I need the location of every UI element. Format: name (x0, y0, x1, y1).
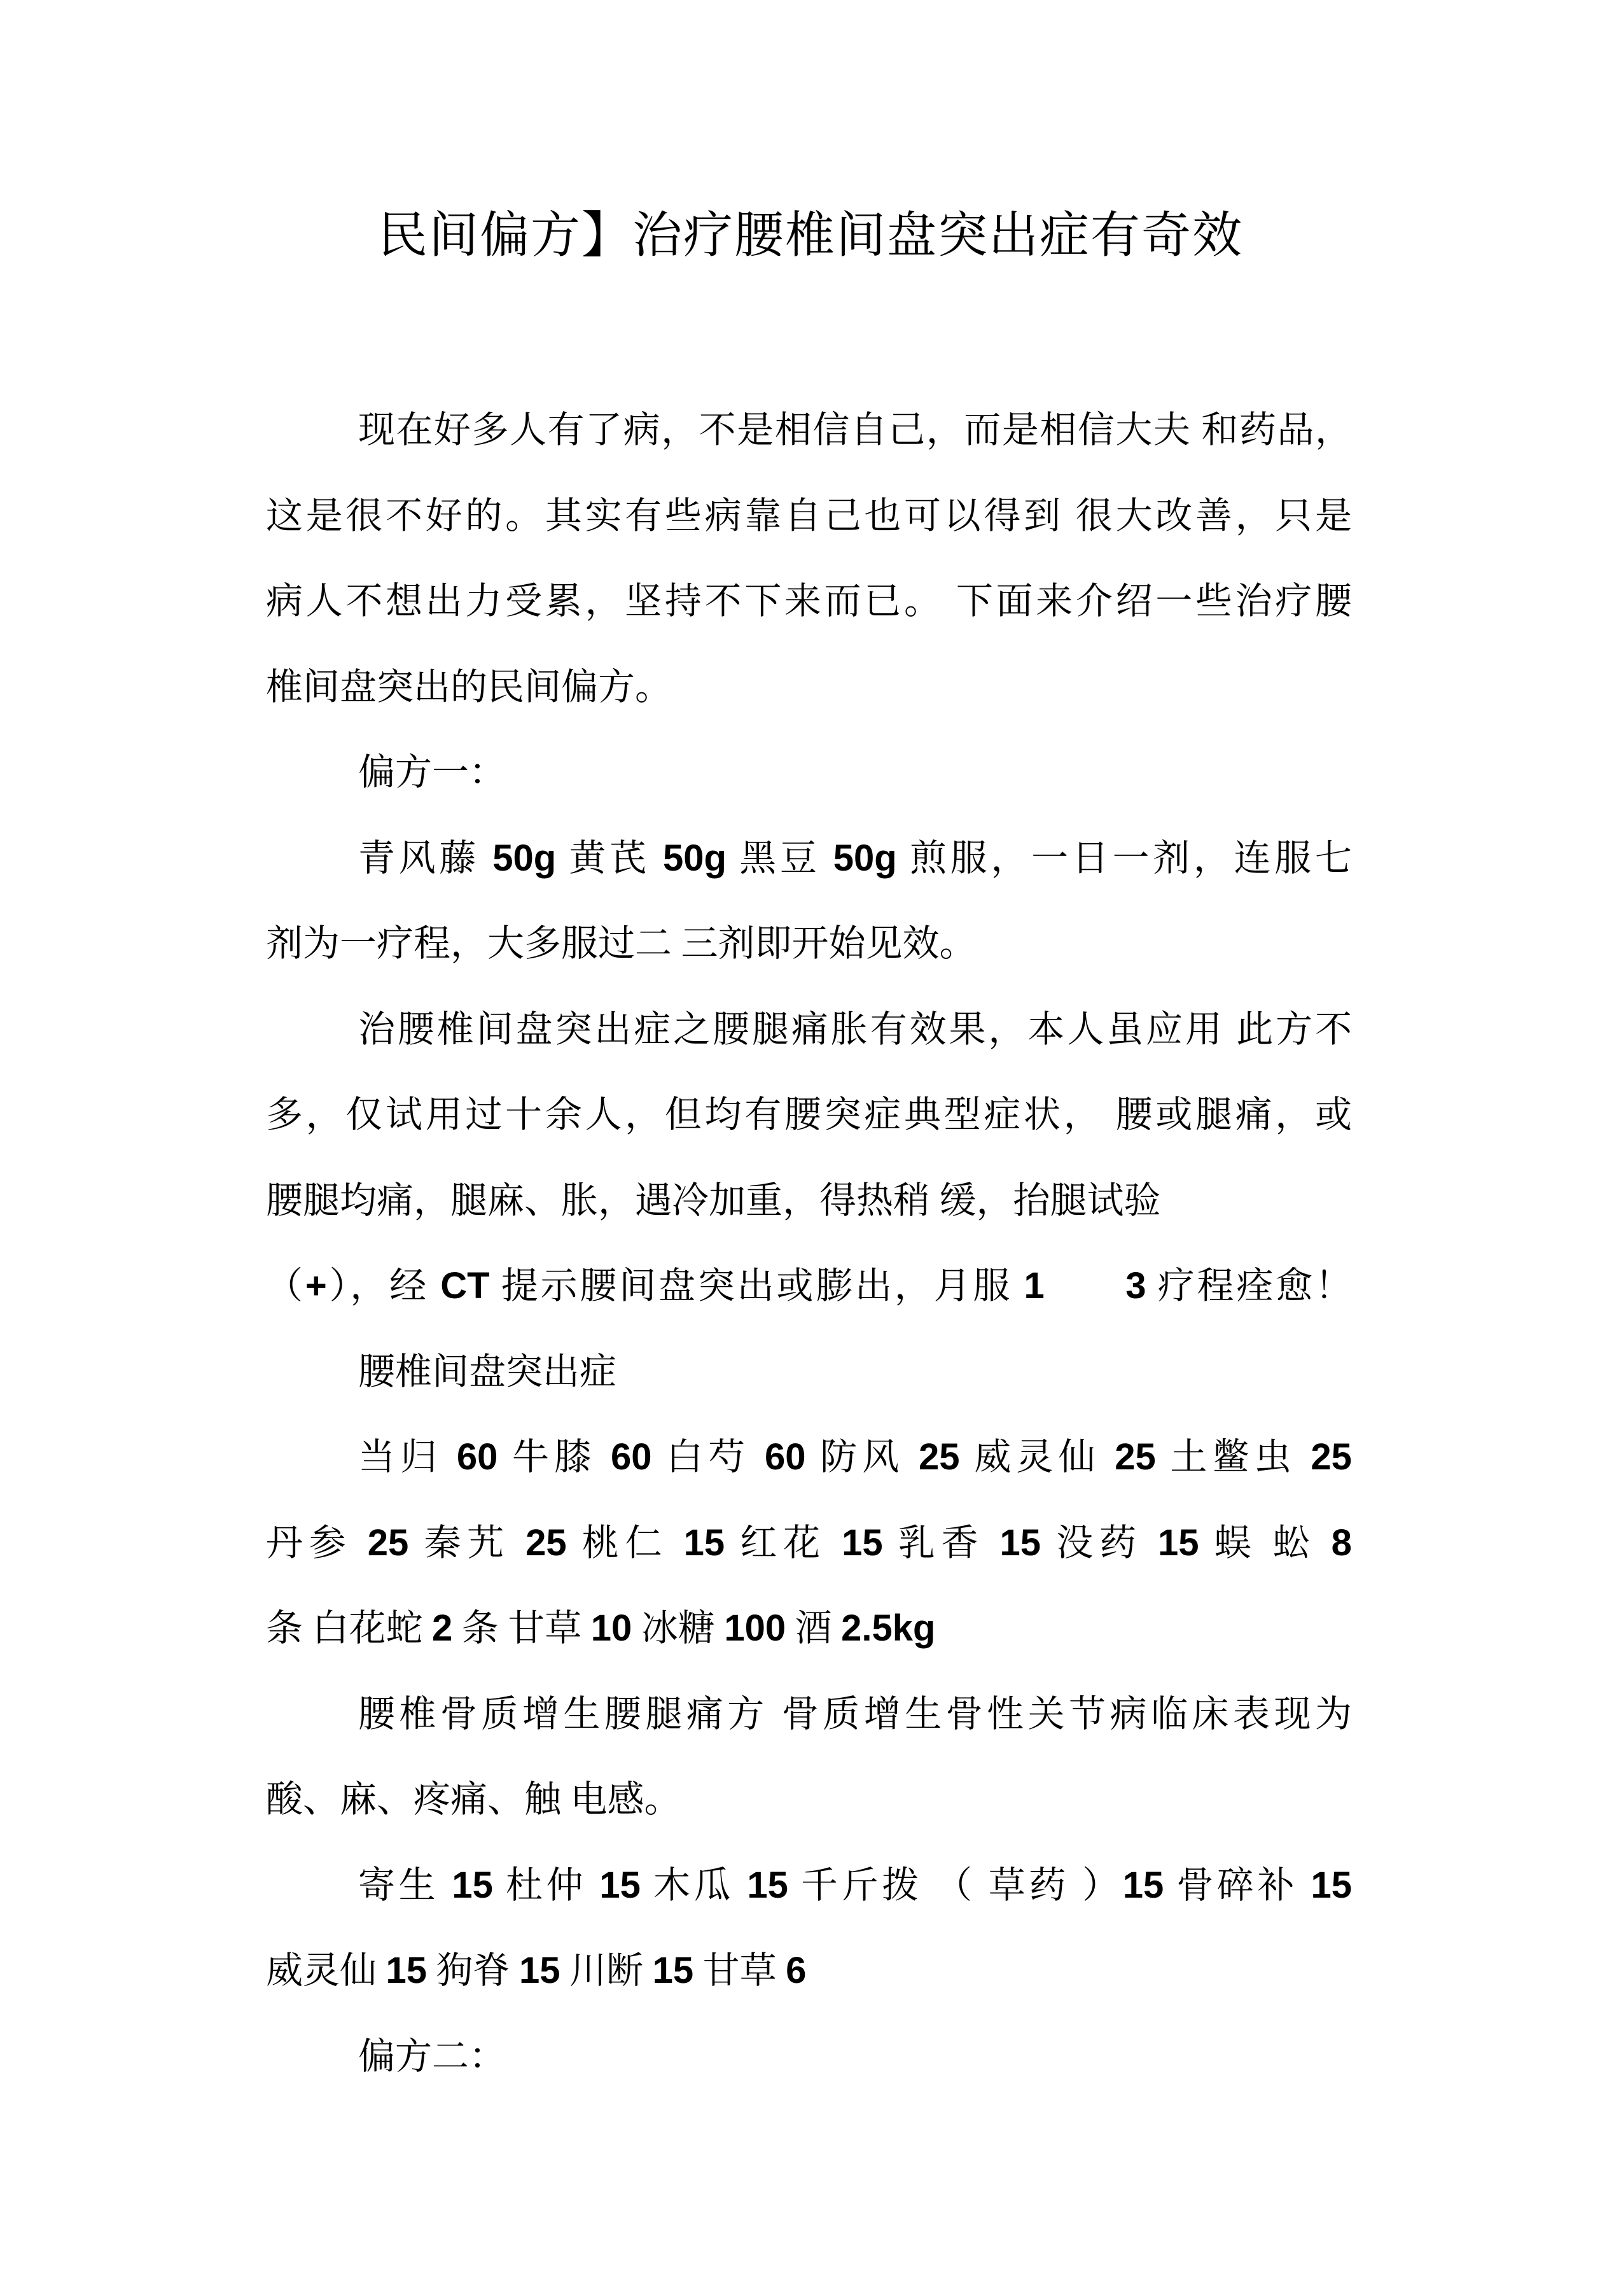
text-segment: 秦艽 (408, 1522, 526, 1564)
numeric-text: 60 (610, 1436, 652, 1478)
text-line (266, 836, 1352, 881)
text-line (266, 1264, 1352, 1308)
text-line (266, 750, 1352, 795)
numeric-text: 15 (747, 1865, 788, 1906)
text-line (266, 1179, 1352, 1223)
numeric-text: 15 (842, 1522, 883, 1564)
text-line (266, 1521, 1352, 1565)
numeric-text: 15 (519, 1950, 560, 1991)
numeric-text: 50g (663, 837, 727, 879)
text-segment: 腰椎骨质增生腰腿痛方 骨质增生骨性关节病临床表现为 (358, 1693, 1352, 1735)
text-segment: 腰椎间盘突出症 (358, 1351, 617, 1392)
text-segment: 杜仲 (492, 1865, 600, 1906)
text-segment: 现在好多人有了病，不是相信自己，而是相信大夫 和药品， (358, 409, 1352, 451)
text-segment: 当归 (358, 1436, 457, 1478)
numeric-text: 8 (1331, 1522, 1352, 1564)
numeric-text: 60 (765, 1436, 806, 1478)
text-segment: 剂为一疗程，大多服过二 三剂即开始见效。 (266, 923, 977, 964)
text-segment: 牛膝 (497, 1436, 611, 1478)
numeric-text: 15 (452, 1865, 493, 1906)
text-line (266, 2034, 1352, 2079)
text-segment: 条 甘草 (452, 1607, 591, 1649)
text-line (266, 1777, 1352, 1822)
numeric-text: 25 (367, 1522, 409, 1564)
numeric-text: 25 (919, 1436, 960, 1478)
text-segment: 防风 (805, 1436, 919, 1478)
text-segment: 多，仅试用过十余人，但均有腰突症典型症状， 腰或腿痛，或 (266, 1094, 1352, 1135)
numeric-text: 2.5kg (841, 1607, 936, 1649)
text-line (266, 1007, 1352, 1052)
text-segment: 骨碎补 (1164, 1865, 1311, 1906)
numeric-text: 25 (1115, 1436, 1156, 1478)
numeric-text: 10 (590, 1607, 632, 1649)
text-segment: 治腰椎间盘突出症之腰腿痛胀有效果，本人虽应用 此方不 (358, 1009, 1352, 1050)
numeric-text: 15 (599, 1865, 641, 1906)
numeric-text: 25 (1311, 1436, 1352, 1478)
numeric-text: 3 (1125, 1265, 1146, 1306)
text-segment: 黑豆 (727, 837, 833, 879)
numeric-text: 15 (1157, 1522, 1199, 1564)
numeric-text: 15 (386, 1950, 428, 1991)
text-segment: ），经 (326, 1265, 441, 1306)
text-line (266, 579, 1352, 624)
text-segment: （ (266, 1265, 305, 1306)
text-segment (1045, 1265, 1125, 1306)
numeric-text: 60 (456, 1436, 498, 1478)
numeric-text: 100 (724, 1607, 786, 1649)
numeric-text: 15 (999, 1522, 1041, 1564)
text-segment: 甘草 (693, 1950, 786, 1991)
text-segment: 酒 (786, 1607, 842, 1649)
text-segment: 偏方一： (358, 752, 506, 793)
text-segment: 酸、麻、疼痛、触 电感。 (266, 1779, 681, 1820)
text-segment: 乳香 (882, 1522, 1000, 1564)
numeric-text: CT (440, 1265, 490, 1306)
text-segment: 提示腰间盘突出或膨出，月服 (489, 1265, 1024, 1306)
text-segment: 青风藤 (358, 837, 493, 879)
text-line (266, 1093, 1352, 1137)
text-segment: 蜈 蚣 (1199, 1522, 1332, 1564)
text-segment: 丹参 (266, 1522, 368, 1564)
text-line (266, 1692, 1352, 1737)
text-segment: 威灵仙 (266, 1950, 386, 1991)
text-segment: 狗脊 (427, 1950, 520, 1991)
text-segment: 川断 (560, 1950, 653, 1991)
text-segment: 病人不想出力受累，坚持不下来而已。 下面来介绍一些治疗腰 (266, 580, 1352, 622)
text-segment: 寄生 (358, 1865, 452, 1906)
text-segment: 桃仁 (566, 1522, 684, 1564)
text-line (266, 1606, 1352, 1651)
text-segment: 条 白花蛇 (266, 1607, 433, 1649)
text-segment: 疗程痊愈！ (1146, 1265, 1352, 1306)
text-line (266, 494, 1352, 538)
text-segment: 没药 (1041, 1522, 1158, 1564)
numeric-text: 15 (1311, 1865, 1352, 1906)
numeric-text: 50g (833, 837, 897, 879)
text-segment: 白芍 (651, 1436, 765, 1478)
text-line (266, 1435, 1352, 1480)
text-line (266, 408, 1352, 452)
numeric-text: 2 (432, 1607, 453, 1649)
text-segment: 千斤拨 （ 草药 ） (788, 1865, 1123, 1906)
text-line (266, 665, 1352, 710)
text-segment: 椎间盘突出的民间偏方。 (266, 666, 672, 708)
text-line (266, 921, 1352, 966)
text-segment: 黄芪 (556, 837, 664, 879)
text-line (266, 1949, 1352, 1993)
numeric-text: 15 (652, 1950, 694, 1991)
numeric-text: 1 (1024, 1265, 1045, 1306)
text-line (266, 1863, 1352, 1908)
text-segment: 腰腿均痛，腿麻、胀，遇冷加重，得热稍 缓，抬腿试验 (266, 1180, 1161, 1221)
text-segment: 木瓜 (640, 1865, 748, 1906)
numeric-text: 15 (683, 1522, 725, 1564)
document-title: 民间偏方】治疗腰椎间盘突出症有奇效 (377, 207, 1243, 263)
numeric-text: 50g (492, 837, 557, 879)
text-segment: 红花 (725, 1522, 842, 1564)
numeric-text: + (305, 1265, 327, 1306)
numeric-text: 6 (786, 1950, 807, 1991)
text-segment: 威灵仙 (959, 1436, 1115, 1478)
text-line (266, 1350, 1352, 1394)
text-segment: 煎服，一日一剂，连服七 (896, 837, 1352, 879)
numeric-text: 15 (1122, 1865, 1164, 1906)
numeric-text: 25 (525, 1522, 567, 1564)
text-segment: 这是很不好的。其实有些病靠自己也可以得到 很大改善，只是 (266, 495, 1352, 536)
text-segment: 偏方二： (358, 2036, 506, 2077)
text-segment: 土鳖虫 (1155, 1436, 1311, 1478)
text-segment: 冰糖 (632, 1607, 725, 1649)
